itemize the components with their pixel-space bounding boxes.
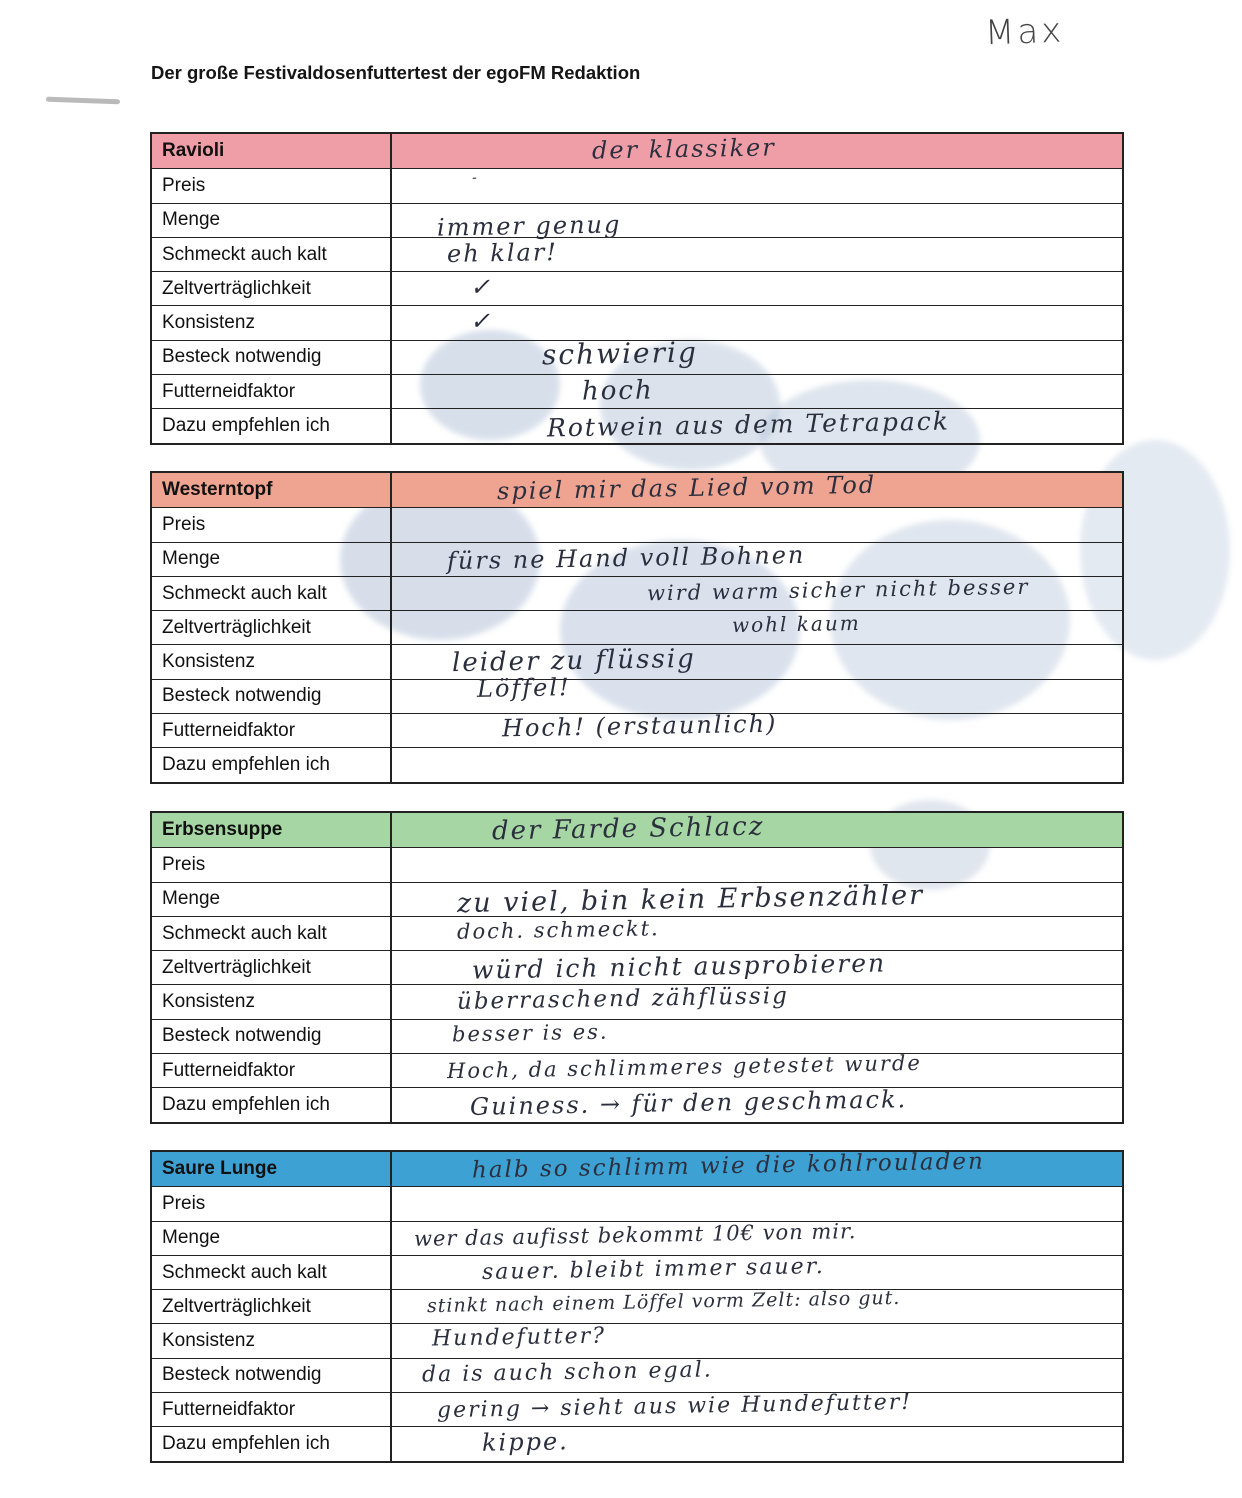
note-cell <box>392 1324 1122 1357</box>
table-row <box>152 1255 1122 1289</box>
note-cell <box>392 1218 1122 1255</box>
handwritten-note: eh klar! <box>446 237 559 268</box>
row-label: Konsistenz <box>152 306 392 339</box>
handwritten-note: Guiness. → für den geschmack. <box>469 1085 908 1122</box>
handwritten-note: kippe. <box>481 1427 570 1458</box>
table-row <box>152 1087 1122 1121</box>
table-header-row <box>152 134 1122 168</box>
row-label: Besteck notwendig <box>152 341 392 374</box>
row-label: Besteck notwendig <box>152 1020 392 1053</box>
note-cell <box>392 306 1122 339</box>
table-row <box>152 542 1122 576</box>
handwritten-note: - <box>471 170 479 187</box>
row-label: Zeltverträglichkeit <box>152 272 392 305</box>
row-label: Schmeckt auch kalt <box>152 917 392 950</box>
note-cell <box>392 985 1122 1018</box>
handwritten-note: immer genug <box>436 209 622 242</box>
row-label: Schmeckt auch kalt <box>152 577 392 610</box>
note-cell <box>392 748 1122 781</box>
note-cell <box>392 169 1122 202</box>
handwritten-note: spiel mir das Lied vom Tod <box>496 470 877 506</box>
table-row <box>152 1358 1122 1392</box>
table-row <box>152 747 1122 781</box>
row-label: Menge <box>152 204 392 237</box>
note-cell <box>392 508 1122 541</box>
handwritten-note: sauer. bleibt immer sauer. <box>481 1253 825 1285</box>
row-label: Konsistenz <box>152 1324 392 1357</box>
header-note-cell <box>392 813 1122 847</box>
erbsensuppe-table <box>150 811 1124 1124</box>
note-cell <box>392 1389 1122 1426</box>
row-label: Preis <box>152 1187 392 1220</box>
table-row <box>152 847 1122 881</box>
handwritten-signature: Max <box>984 10 1065 54</box>
row-label: Zeltverträglichkeit <box>152 611 392 644</box>
header-note-cell <box>392 1148 1122 1186</box>
note-cell <box>392 917 1122 950</box>
table-row <box>152 672 1122 713</box>
handwritten-note: Hoch, da schlimmeres getestet wurde <box>446 1050 922 1084</box>
note-cell <box>392 204 1122 242</box>
note-cell <box>392 672 1122 713</box>
table-row <box>152 1289 1122 1323</box>
row-label: Futterneidfaktor <box>152 1393 392 1426</box>
note-cell <box>392 848 1122 881</box>
table-row <box>152 1186 1122 1220</box>
row-label: Preis <box>152 848 392 881</box>
table-row <box>152 203 1122 242</box>
westerntopf-table <box>150 471 1124 784</box>
row-label: Konsistenz <box>152 645 392 678</box>
note-cell <box>392 1253 1122 1289</box>
handwritten-note: der Farde Schlacz <box>491 811 765 847</box>
note-cell <box>392 1085 1122 1122</box>
handwritten-note: Hundefutter? <box>431 1323 607 1353</box>
food-name: Westerntopf <box>152 473 392 507</box>
row-label: Menge <box>152 1222 392 1255</box>
note-cell <box>392 540 1122 576</box>
handwritten-note: überraschend zähflüssig <box>456 983 790 1016</box>
row-label: Konsistenz <box>152 985 392 1018</box>
table-header-row <box>152 1148 1122 1186</box>
row-label: Menge <box>152 543 392 576</box>
note-cell <box>392 709 1122 747</box>
row-label: Futterneidfaktor <box>152 1054 392 1087</box>
saure-lunge-table <box>150 1150 1124 1463</box>
handwritten-note: hoch <box>581 375 654 407</box>
document-title: Der große Festivaldosenfuttertest der egoFM Redaktion <box>151 62 641 83</box>
table-row <box>152 984 1122 1018</box>
table-row <box>152 305 1122 339</box>
note-cell <box>392 948 1122 985</box>
row-label: Schmeckt auch kalt <box>152 238 392 271</box>
handwritten-note: da is auch schon egal. <box>421 1357 713 1388</box>
note-cell <box>392 335 1122 374</box>
table-row <box>152 1218 1122 1255</box>
note-cell <box>392 272 1122 305</box>
note-cell <box>392 1187 1122 1220</box>
row-label: Dazu empfehlen ich <box>152 1088 392 1121</box>
table-header-row <box>152 470 1122 507</box>
row-label: Preis <box>152 508 392 541</box>
handwritten-note: Löffel! <box>476 672 571 703</box>
table-row <box>152 335 1122 374</box>
handwritten-note: halb so schlimm wie die kohlrouladen <box>471 1148 986 1184</box>
row-label: Besteck notwendig <box>152 1359 392 1392</box>
table-row <box>152 408 1122 442</box>
table-row <box>152 1426 1122 1460</box>
header-note-cell <box>392 470 1122 507</box>
note-cell <box>392 1427 1122 1460</box>
checkmark-icon: ✓ <box>469 272 493 302</box>
table-row <box>152 507 1122 541</box>
food-name: Ravioli <box>152 134 392 168</box>
row-label: Futterneidfaktor <box>152 714 392 747</box>
note-cell <box>392 375 1122 408</box>
note-cell <box>392 611 1122 644</box>
table-row <box>152 1019 1122 1053</box>
table-row <box>152 168 1122 202</box>
table-row <box>152 610 1122 644</box>
table-row <box>152 916 1122 950</box>
row-label: Besteck notwendig <box>152 680 392 713</box>
handwritten-note: gering → sieht aus wie Hundefutter! <box>436 1389 913 1424</box>
table-row <box>152 950 1122 984</box>
checkmark-icon: ✓ <box>469 307 493 336</box>
row-label: Dazu empfehlen ich <box>152 409 392 442</box>
table-row <box>152 1050 1122 1087</box>
table-row <box>152 1389 1122 1426</box>
handwritten-note: stinkt nach einem Löffel vorm Zelt: also gut. <box>426 1287 901 1318</box>
table-row <box>152 271 1122 305</box>
table-row <box>152 374 1122 408</box>
note-cell <box>392 1050 1122 1087</box>
row-label: Preis <box>152 169 392 202</box>
handwritten-note: Rotwein aus dem Tetrapack <box>546 406 951 443</box>
row-label: Menge <box>152 883 392 916</box>
row-label: Futterneidfaktor <box>152 375 392 408</box>
table-row <box>152 709 1122 747</box>
table-row <box>152 879 1122 919</box>
handwritten-note: Hoch! (erstaunlich) <box>501 709 778 743</box>
note-cell <box>392 879 1122 919</box>
handwritten-note: wer das aufisst bekommt 10€ von mir. <box>413 1218 857 1251</box>
handwritten-note: leider zu flüssig <box>451 644 697 679</box>
note-cell <box>392 1359 1122 1392</box>
pencil-stroke <box>46 97 120 105</box>
header-note-cell <box>392 134 1122 168</box>
row-label: Zeltverträglichkeit <box>152 951 392 984</box>
handwritten-note: schwierig <box>541 335 699 372</box>
table-row <box>152 1323 1122 1357</box>
food-name: Saure Lunge <box>152 1152 392 1186</box>
note-cell <box>392 238 1122 271</box>
table-row <box>152 644 1122 678</box>
table-header-row <box>152 813 1122 847</box>
note-cell <box>392 1287 1122 1323</box>
handwritten-note: fürs ne Hand voll Bohnen <box>446 540 806 575</box>
handwritten-note: würd ich nicht ausprobieren <box>471 948 887 985</box>
handwritten-note: der klassiker <box>591 133 776 165</box>
handwritten-note: wohl kaum <box>731 611 861 638</box>
handwritten-note: zu viel, bin kein Erbsenzähler <box>456 879 925 919</box>
row-label: Dazu empfehlen ich <box>152 748 392 781</box>
note-cell <box>392 1020 1122 1053</box>
note-cell <box>392 406 1122 443</box>
handwritten-note: doch. schmeckt. <box>456 916 660 944</box>
food-name: Erbsensuppe <box>152 813 392 847</box>
ravioli-table <box>150 132 1124 445</box>
table-row <box>152 576 1122 610</box>
row-label: Zeltverträglichkeit <box>152 1290 392 1323</box>
row-label: Schmeckt auch kalt <box>152 1256 392 1289</box>
handwritten-note: besser is es. <box>451 1019 609 1047</box>
table-row <box>152 237 1122 271</box>
handwritten-note: wird warm sicher nicht besser <box>646 574 1030 606</box>
note-cell <box>392 574 1122 610</box>
row-label: Dazu empfehlen ich <box>152 1427 392 1460</box>
